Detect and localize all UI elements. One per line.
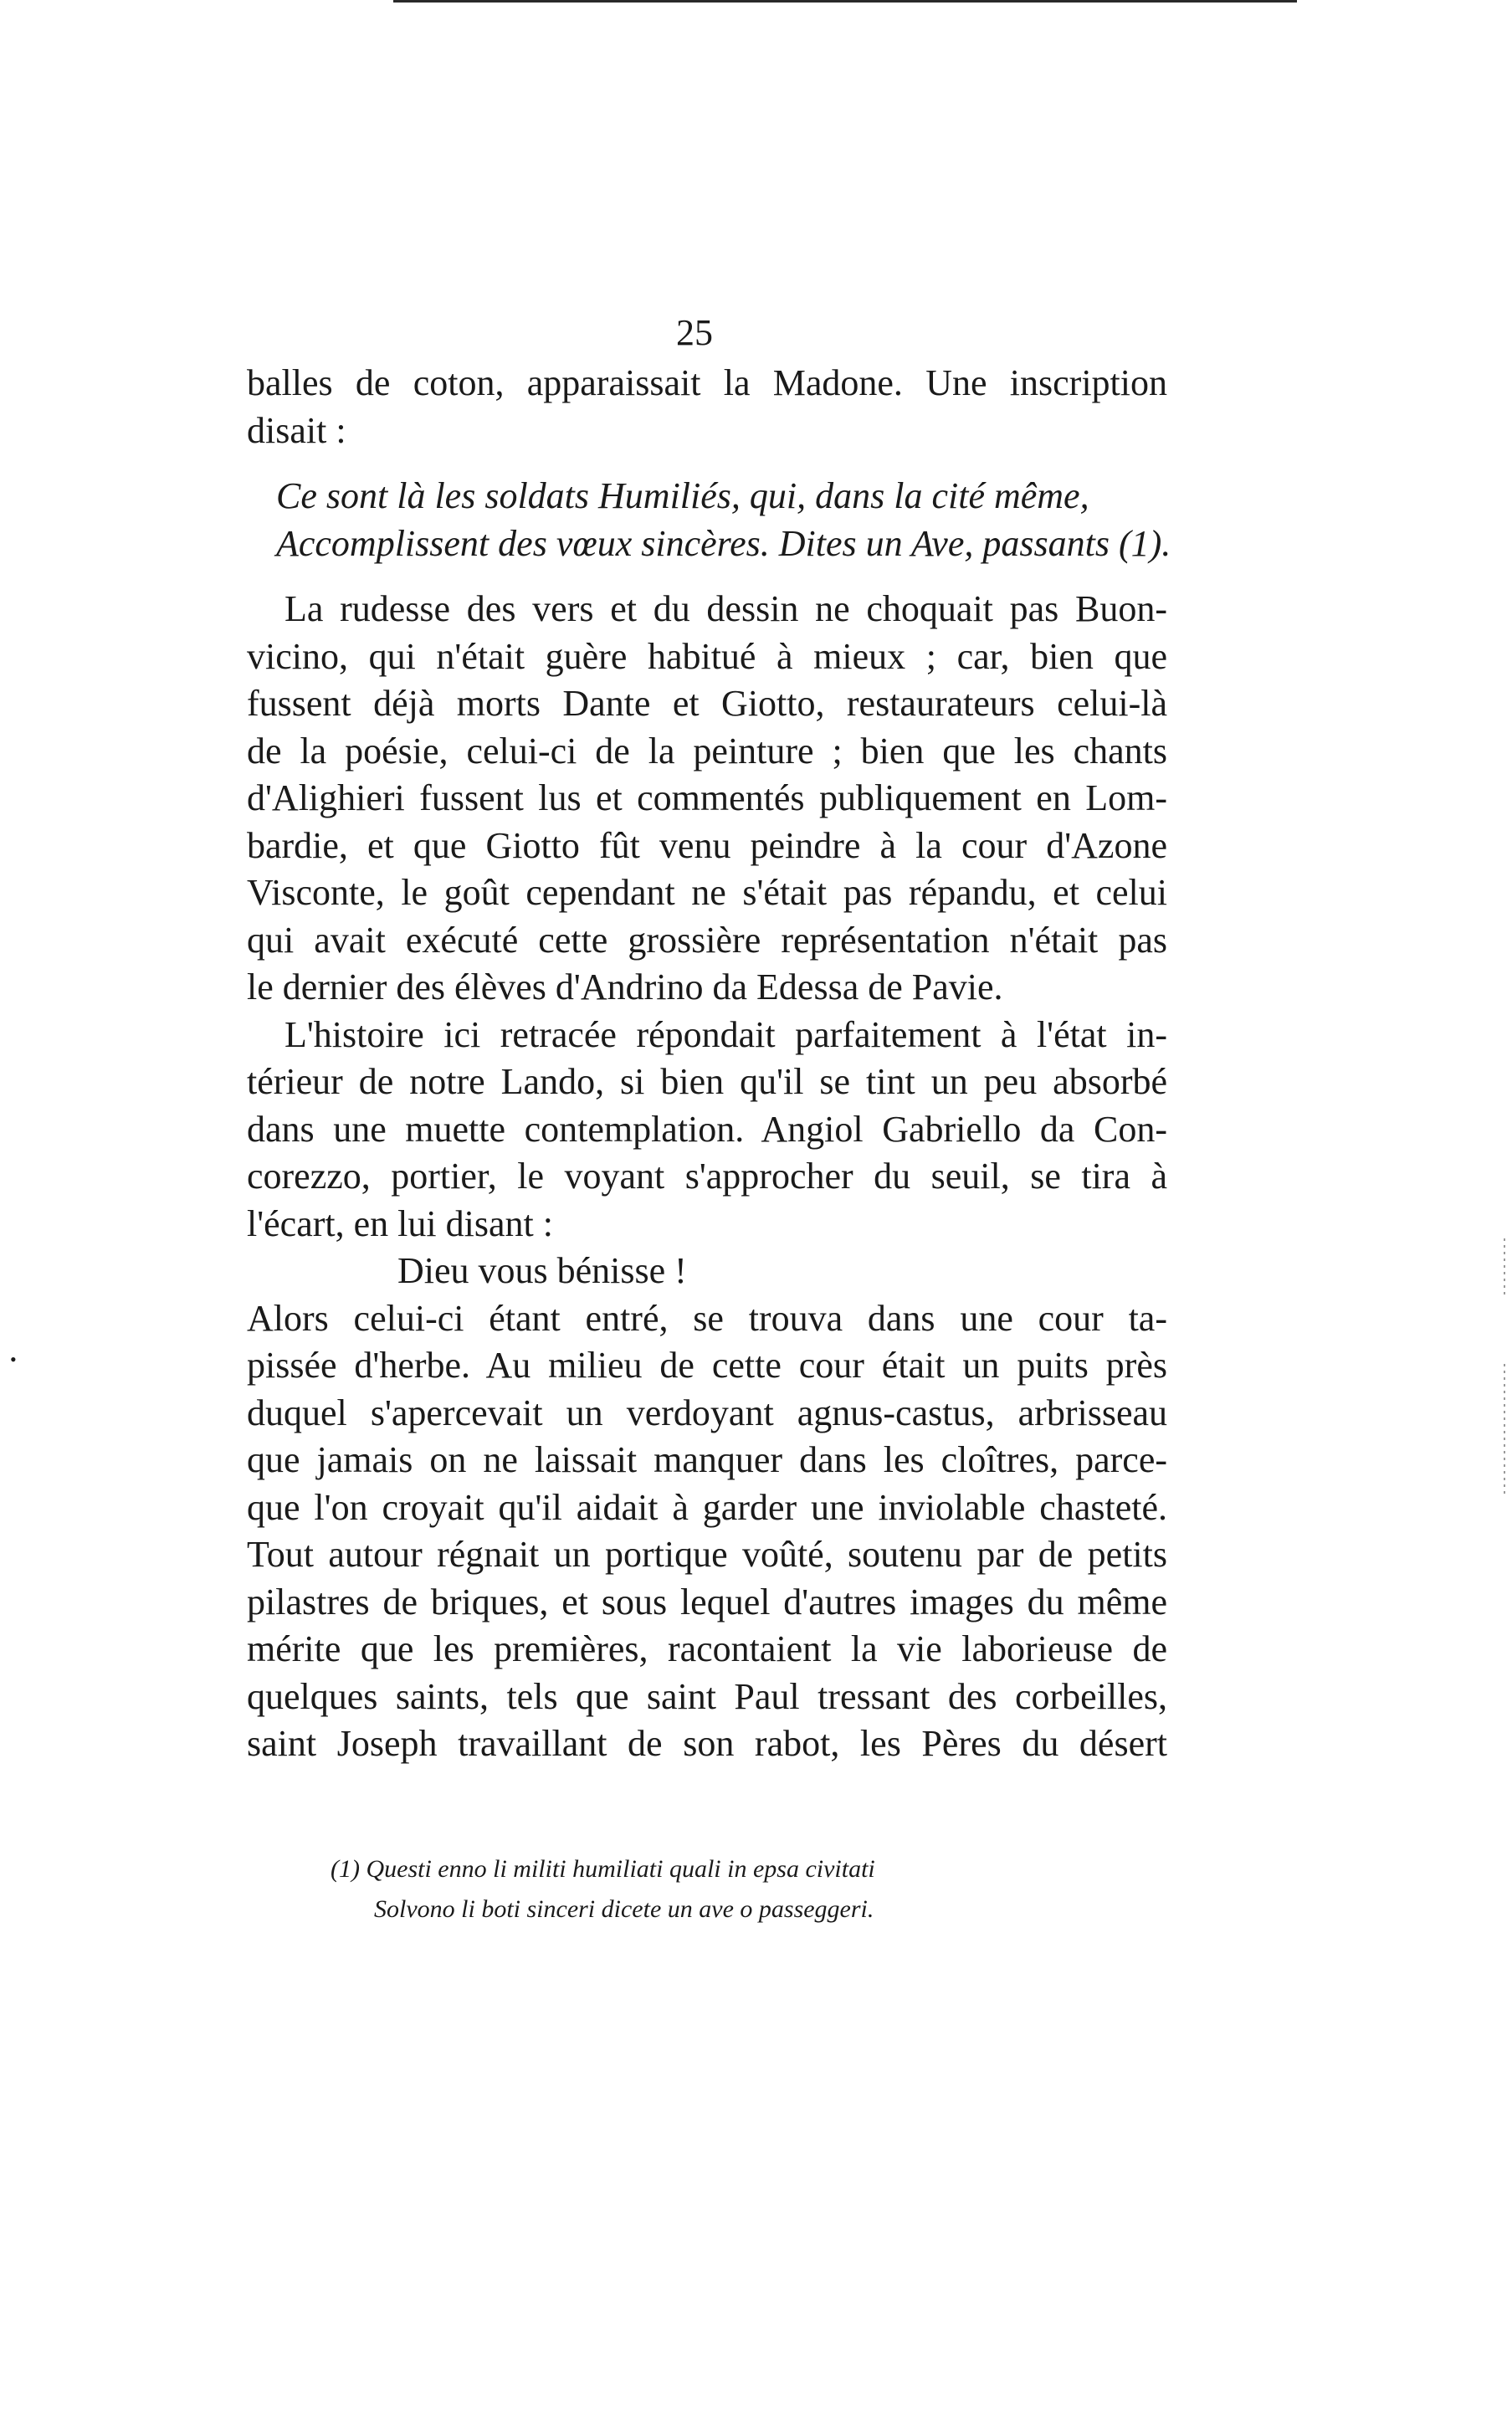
paragraph	[247, 1295, 1167, 1768]
text-line: fussent déjà morts Dante et Giotto, restaurateurs celui-là	[247, 683, 1167, 724]
text-line: vicino, qui n'était guère habitué à mieux ; car, bien que	[247, 635, 1167, 677]
text-line: duquel s'apercevait un verdoyant agnus-castus, arbrisseau	[247, 1392, 1167, 1433]
verse-quote	[247, 473, 1171, 567]
margin-dots	[1504, 1364, 1505, 1498]
text-line: pissée d'herbe. Au milieu de cette cour était un puits près	[247, 1345, 1167, 1386]
text-line: dans une muette contemplation. Angiol Gabriello da Con-	[247, 1108, 1167, 1150]
text-line: pilastres de briques, et sous lequel d'autres images du même	[247, 1581, 1167, 1622]
text-line: Dieu vous bénisse !	[397, 1250, 687, 1291]
text-line: mérite que les premières, racontaient la vie laborieuse de	[247, 1628, 1167, 1669]
text-line: térieur de notre Lando, si bien qu'il se tint un peu absorbé	[247, 1061, 1167, 1102]
text-line: que jamais on ne laissait manquer dans les cloîtres, parce-	[247, 1439, 1167, 1480]
text-line: quelques saints, tels que saint Paul tressant des corbeilles,	[247, 1675, 1167, 1717]
text-line: l'écart, en lui disant :	[247, 1202, 553, 1244]
text-line: L'histoire ici retracée répondait parfaitement à l'état in-	[284, 1013, 1167, 1055]
text-line: balles de coton, apparaissait la Madone. Une inscription	[247, 362, 1167, 403]
text-line: Visconte, le goût cependant ne s'était pas répandu, et celui	[247, 872, 1167, 913]
paragraph	[247, 586, 1167, 1012]
text-line: Alors celui-ci étant entré, se trouva dans une cour ta-	[247, 1297, 1167, 1339]
text-line: bardie, et que Giotto fût venu peindre à la cour d'Azone	[247, 824, 1167, 866]
text-line: qui avait exécuté cette grossière représentation n'était pas	[247, 919, 1167, 961]
exclamation	[247, 1248, 1167, 1295]
text-line: de la poésie, celui-ci de la peinture ; bien que les chants	[247, 730, 1167, 772]
footnote	[331, 1849, 1084, 1930]
text-line: Tout autour régnait un portique voûté, soutenu par de petits	[247, 1534, 1167, 1575]
verse-line: Accomplissent des vœux sincères. Dites un Ave, passants (1).	[276, 522, 1171, 564]
footnote-line: (1) Questi enno li militi humiliati quali in epsa civitati	[331, 1855, 875, 1883]
text-line: le dernier des élèves d'Andrino da Edessa de Pavie.	[247, 966, 1003, 1007]
text-line: corezzo, portier, le voyant s'approcher du seuil, se tira à	[247, 1156, 1167, 1197]
main-text	[247, 360, 1171, 1768]
top-rule	[393, 0, 1297, 3]
text-line: d'Alighieri fussent lus et commentés publiquement en Lom-	[247, 777, 1167, 818]
margin-bullet: •	[10, 1349, 17, 1370]
footnote-line: Solvono li boti sinceri dicete un ave o passeggeri.	[374, 1895, 874, 1923]
text-line: que l'on croyait qu'il aidait à garder une inviolable chasteté.	[247, 1486, 1167, 1528]
paragraph	[247, 1012, 1167, 1248]
text-line: disait :	[247, 409, 346, 451]
page-number: 25	[676, 312, 713, 353]
text-line: saint Joseph travaillant de son rabot, les Pères du désert	[247, 1723, 1167, 1764]
verse-line: Ce sont là les soldats Humiliés, qui, dans la cité même,	[276, 475, 1089, 516]
text-line: La rudesse des vers et du dessin ne choquait pas Buon-	[284, 588, 1167, 629]
margin-dots	[1504, 1238, 1505, 1297]
